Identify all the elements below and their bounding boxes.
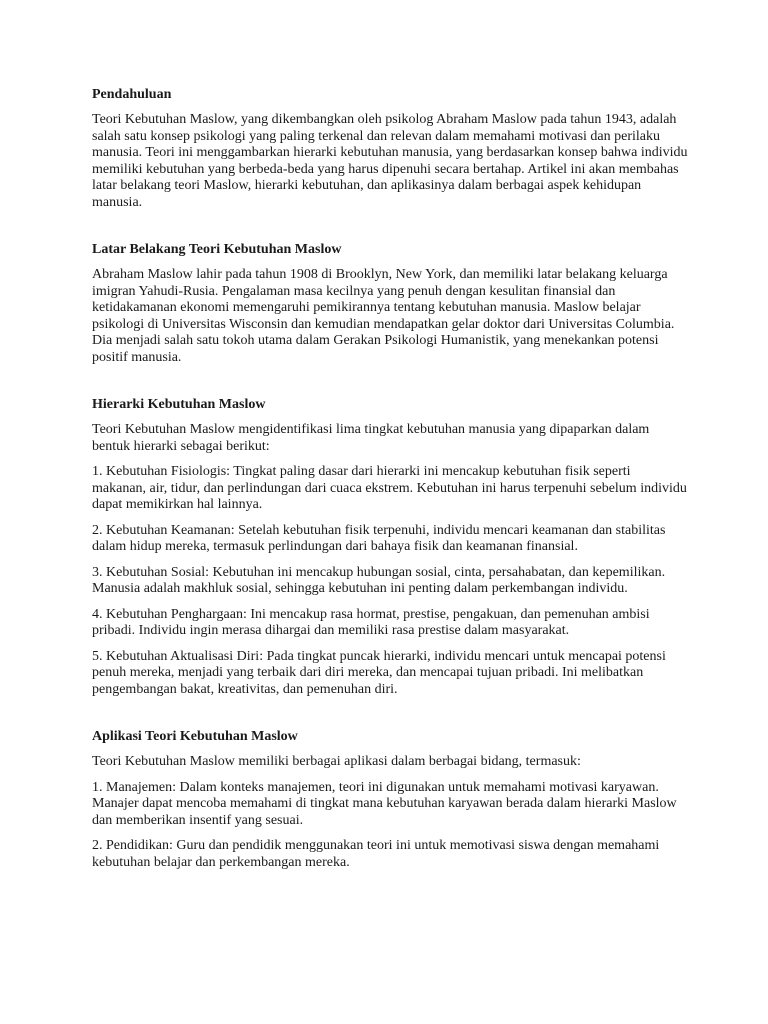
list-item-paragraph: 2. Pendidikan: Guru dan pendidik menggunakan teori ini untuk memotivasi siswa dengan memahami kebutuhan belajar dan perkembangan mereka.	[92, 838, 660, 870]
section-heading: Pendahuluan	[92, 87, 172, 102]
section-aplikasi	[92, 728, 688, 871]
paragraph: Teori Kebutuhan Maslow memiliki berbagai aplikasi dalam berbagai bidang, termasuk:	[92, 754, 581, 769]
section-hierarki	[92, 396, 688, 698]
document-page	[92, 86, 688, 901]
section-heading: Latar Belakang Teori Kebutuhan Maslow	[92, 242, 342, 257]
paragraph: Teori Kebutuhan Maslow, yang dikembangkan oleh psikolog Abraham Maslow pada tahun 1943, adalah salah satu konsep psikologi yang paling terkenal dan relevan dalam memahami motivasi dan perilaku manusia. Teori ini menggambarkan hierarki kebutuhan manusia, yang berdasarkan konsep bahwa individu memiliki kebutuhan yang berbeda-beda yang harus dipenuhi secara bertahap. Artikel ini akan membahas latar belakang teori Maslow, hierarki kebutuhan, dan aplikasinya dalam berbagai aspek kehidupan manusia.	[92, 112, 688, 210]
list-item-paragraph: 4. Kebutuhan Penghargaan: Ini mencakup rasa hormat, prestise, pengakuan, dan pemenuhan ambisi pribadi. Individu ingin merasa dihargai dan memiliki rasa prestise dalam masyarakat.	[92, 606, 650, 638]
paragraph: Teori Kebutuhan Maslow mengidentifikasi lima tingkat kebutuhan manusia yang dipaparkan dalam bentuk hierarki sebagai berikut:	[92, 422, 650, 454]
list-item-paragraph: 3. Kebutuhan Sosial: Kebutuhan ini mencakup hubungan sosial, cinta, persahabatan, dan kepemilikan. Manusia adalah makhluk sosial, sehingga kebutuhan ini penting dalam perkembangan individu.	[92, 564, 666, 596]
list-item-paragraph: 2. Kebutuhan Keamanan: Setelah kebutuhan fisik terpenuhi, individu mencari keamanan dan stabilitas dalam hidup mereka, termasuk perlindungan dari bahaya fisik dan keamanan finansial.	[92, 522, 666, 554]
paragraph: Abraham Maslow lahir pada tahun 1908 di Brooklyn, New York, dan memiliki latar belakang keluarga imigran Yahudi-Rusia. Pengalaman masa kecilnya yang penuh dengan kesulitan finansial dan ketidakamanan ekonomi memengaruhi pemikirannya tentang kebutuhan manusia. Maslow belajar psikologi di Universitas Wisconsin dan kemudian mendapatkan gelar doktor dari Universitas Columbia. Dia menjadi salah satu tokoh utama dalam Gerakan Psikologi Humanistik, yang menekankan potensi positif manusia.	[92, 267, 675, 365]
section-heading: Aplikasi Teori Kebutuhan Maslow	[92, 729, 298, 744]
section-latar-belakang	[92, 241, 688, 366]
section-pendahuluan	[92, 86, 688, 211]
list-item-paragraph: 1. Kebutuhan Fisiologis: Tingkat paling dasar dari hierarki ini mencakup kebutuhan fisik seperti makanan, air, tidur, dan perlindungan dari cuaca ekstrem. Kebutuhan ini harus terpenuhi sebelum individu dapat memikirkan hal lainnya.	[92, 464, 687, 512]
list-item-paragraph: 1. Manajemen: Dalam konteks manajemen, teori ini digunakan untuk memahami motivasi karyawan. Manajer dapat mencoba memahami di tingkat mana kebutuhan karyawan berada dalam hierarki Maslow dan memberikan insentif yang sesuai.	[92, 779, 677, 828]
section-heading: Hierarki Kebutuhan Maslow	[92, 397, 266, 412]
list-item-paragraph: 5. Kebutuhan Aktualisasi Diri: Pada tingkat puncak hierarki, individu mencari untuk mencapai potensi penuh mereka, menjadi yang terbaik dari diri mereka, dan mencapai tujuan pribadi. Ini melibatkan pengembangan bakat, kreativitas, dan pemenuhan diri.	[92, 648, 666, 697]
